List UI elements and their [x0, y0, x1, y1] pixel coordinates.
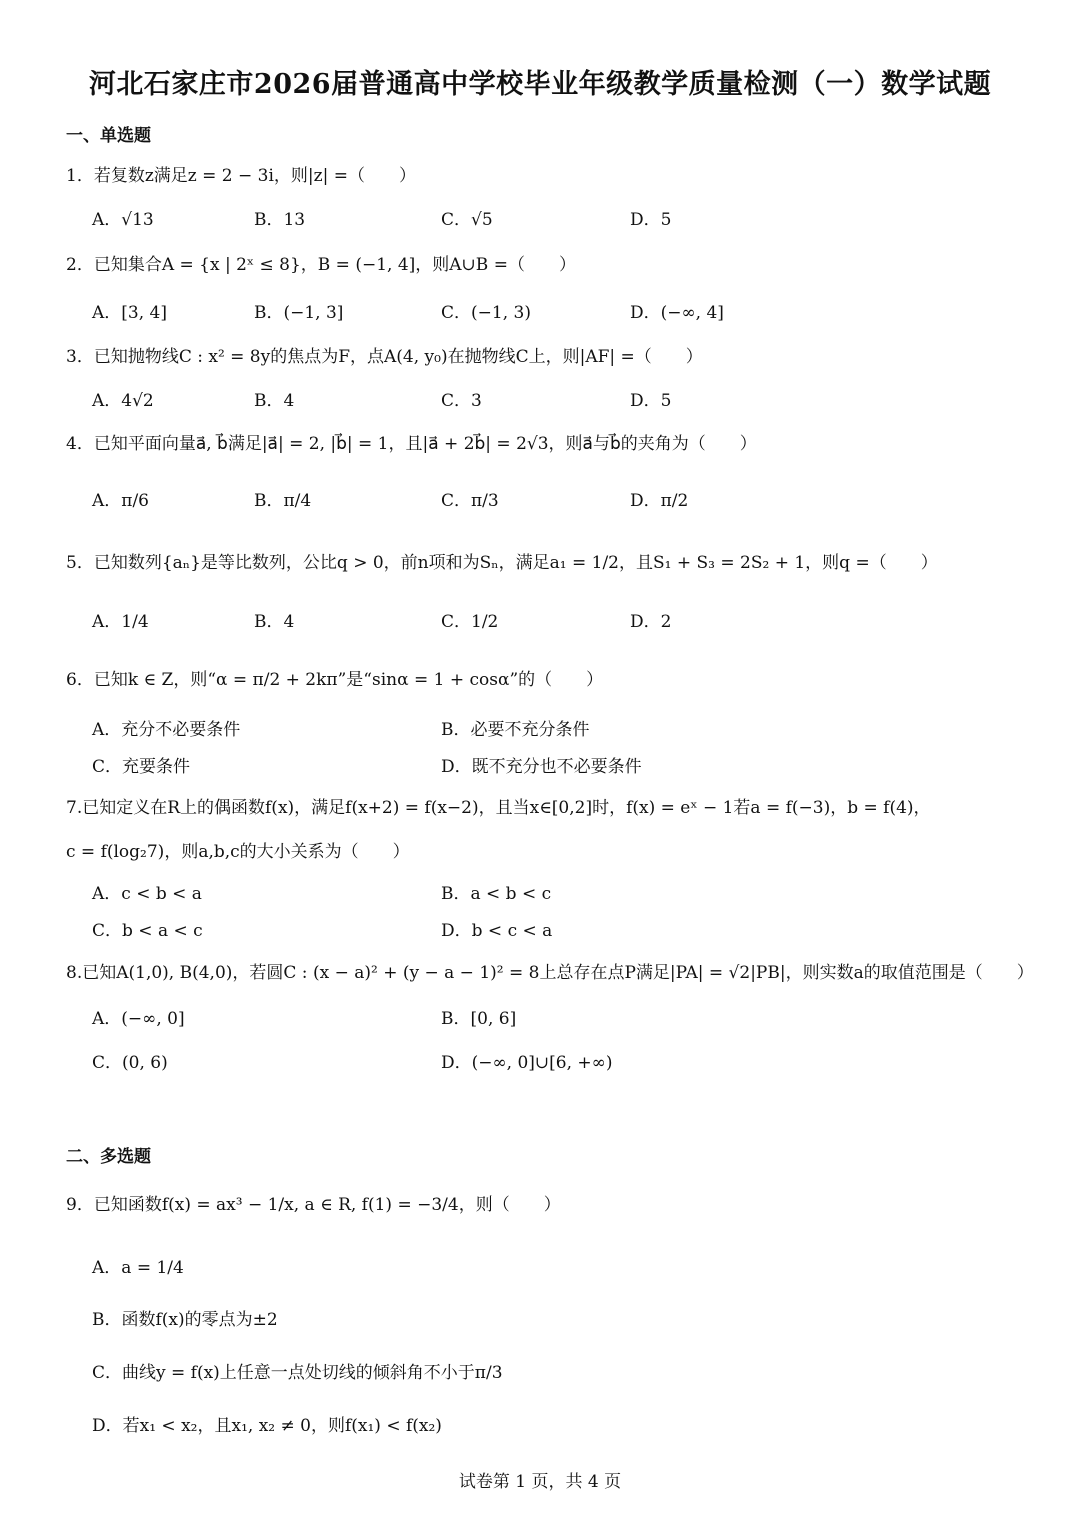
q8-option-b: B．[0, 6]	[441, 1009, 517, 1029]
page-footer: 试卷第 1 页，共 4 页	[458, 1472, 622, 1492]
q5-option-d: D．2	[630, 612, 672, 632]
q5-option-a: A．1/4	[92, 612, 149, 632]
q6-option-a: A．充分不必要条件	[92, 720, 241, 740]
q6-option-b: B．必要不充分条件	[441, 720, 590, 740]
section-single-choice: 一、单选题	[66, 126, 151, 146]
q2-option-c: C．(−1, 3)	[441, 303, 531, 323]
q6-option-c: C．充要条件	[92, 757, 191, 777]
q1-option-c: C．√5	[441, 210, 493, 230]
q7-option-d: D．b < c < a	[441, 921, 553, 941]
question-7: 7.已知定义在R上的偶函数f(x)，满足f(x+2) = f(x−2)，且当x∈[0,2]时，f(x) = eˣ − 1若a = f(−3)，b = f(4)，	[66, 798, 931, 818]
q7-option-c: C．b < a < c	[92, 921, 203, 941]
question-9: 9．已知函数f(x) = ax³ − 1/x, a ∈ R, f(1) = −3/4，则（ ）	[66, 1195, 561, 1215]
question-5: 5．已知数列{aₙ}是等比数列，公比q > 0，前n项和为Sₙ，满足a₁ = 1/2，且S₁ + S₃ = 2S₂ + 1，则q =（ ）	[66, 553, 938, 573]
q2-option-a: A．[3, 4]	[92, 303, 167, 323]
question-8: 8.已知A(1,0), B(4,0)，若圆C : (x − a)² + (y − a − 1)² = 8上总存在点P满足|PA| = √2|PB|，则实数a的取值范围是（ ）	[66, 963, 1034, 983]
q7-option-b: B．a < b < c	[441, 884, 552, 904]
q7-option-a: A．c < b < a	[92, 884, 202, 904]
q9-option-b: B．函数f(x)的零点为±2	[92, 1310, 278, 1330]
q4-option-d: D．π/2	[630, 491, 689, 511]
q3-option-c: C．3	[441, 391, 482, 411]
q3-option-d: D．5	[630, 391, 672, 411]
q6-option-d: D．既不充分也不必要条件	[441, 757, 642, 777]
q9-option-a: A．a = 1/4	[92, 1258, 184, 1278]
q1-option-b: B．13	[254, 210, 306, 230]
q9-option-d: D．若x₁ < x₂，且x₁, x₂ ≠ 0，则f(x₁) < f(x₂)	[92, 1416, 442, 1436]
q4-option-c: C．π/3	[441, 491, 499, 511]
q8-option-a: A．(−∞, 0]	[92, 1009, 185, 1029]
q5-option-b: B．4	[254, 612, 295, 632]
question-4: 4．已知平面向量a⃗, b⃗满足|a⃗| = 2, |b⃗| = 1，且|a⃗ + 2b⃗| = 2√3，则a⃗与b⃗的夹角为（ ）	[66, 434, 757, 454]
q1-option-d: D．5	[630, 210, 672, 230]
question-6: 6．已知k ∈ Z，则“α = π/2 + 2kπ”是“sinα = 1 + cosα”的（ ）	[66, 670, 604, 690]
q5-option-c: C．1/2	[441, 612, 499, 632]
q4-option-b: B．π/4	[254, 491, 312, 511]
q1-option-a: A．√13	[92, 210, 154, 230]
q3-option-a: A．4√2	[92, 391, 154, 411]
section-multiple-choice: 二、多选题	[66, 1147, 151, 1167]
q4-option-a: A．π/6	[92, 491, 149, 511]
q9-option-c: C．曲线y = f(x)上任意一点处切线的倾斜角不小于π/3	[92, 1363, 503, 1383]
q3-option-b: B．4	[254, 391, 295, 411]
question-1: 1．若复数z满足z = 2 − 3i，则|z| =（ ）	[66, 166, 416, 186]
question-2: 2．已知集合A = {x | 2ˣ ≤ 8}，B = (−1, 4]，则A∪B =（ ）	[66, 255, 576, 275]
q2-option-b: B．(−1, 3]	[254, 303, 344, 323]
q8-option-d: D．(−∞, 0]∪[6, +∞)	[441, 1053, 613, 1073]
page-title: 河北石家庄市2026届普通高中学校毕业年级教学质量检测（一）数学试题	[88, 69, 992, 100]
question-3: 3．已知抛物线C : x² = 8y的焦点为F，点A(4, y₀)在抛物线C上，则|AF| =（ ）	[66, 347, 703, 367]
q8-option-c: C．(0, 6)	[92, 1053, 168, 1073]
q2-option-d: D．(−∞, 4]	[630, 303, 724, 323]
question-7-line-2: c = f(log₂7)，则a,b,c的大小关系为（ ）	[66, 842, 410, 862]
